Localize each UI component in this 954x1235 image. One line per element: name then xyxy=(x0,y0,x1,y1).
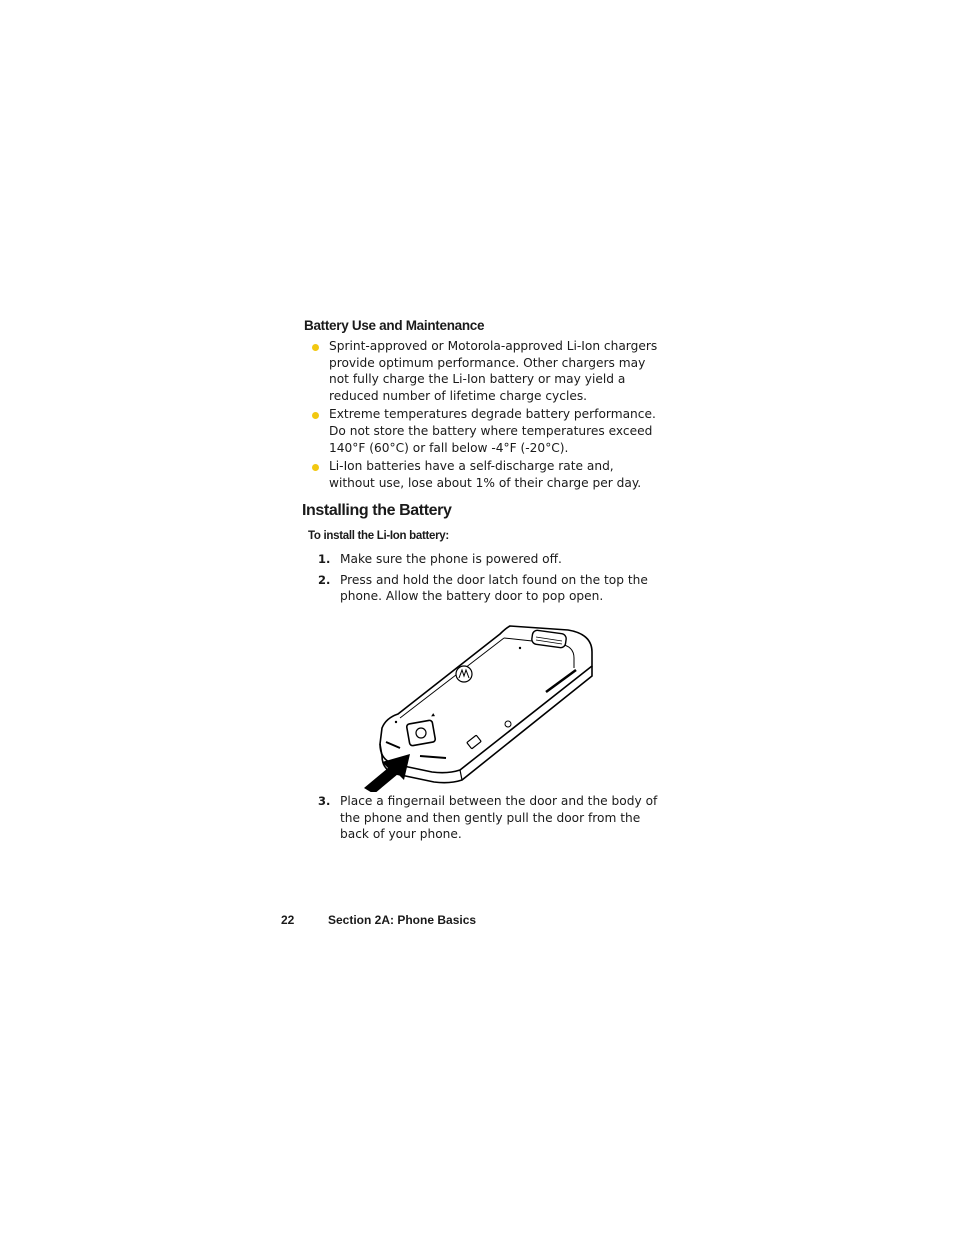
bullet-dot-icon xyxy=(312,464,319,471)
step-number: 2. xyxy=(318,572,331,587)
bullet-dot-icon xyxy=(312,344,319,351)
phone-back-figure xyxy=(360,622,600,792)
list-item xyxy=(312,406,662,456)
page-number: 22 xyxy=(281,913,295,927)
step-number: 3. xyxy=(318,794,331,808)
arrow-pointing-latch-icon xyxy=(360,742,420,792)
section-label: Section 2A: Phone Basics xyxy=(328,913,477,927)
list-item xyxy=(312,458,662,491)
bullet-dot-icon xyxy=(312,412,319,419)
steps-list xyxy=(316,551,666,609)
bullet-text: Sprint-approved or Motorola-approved Li-Ion chargers provide optimum performance. Other chargers may not fully charge the Li-Ion battery or may yield a reduced number of lifetime charge cycles. xyxy=(329,339,658,403)
section-title: Installing the Battery xyxy=(302,502,452,519)
list-item xyxy=(312,338,662,404)
bullet-text: Li-Ion batteries have a self-discharge rate and, without use, lose about 1% of their charge per day. xyxy=(329,459,642,490)
step-item xyxy=(316,551,666,568)
step-text: Make sure the phone is powered off. xyxy=(340,552,562,566)
battery-use-list xyxy=(312,338,662,493)
step-text: Press and hold the door latch found on the top the phone. Allow the battery door to pop open. xyxy=(340,572,648,604)
battery-use-heading: Battery Use and Maintenance xyxy=(304,318,485,333)
step-item xyxy=(316,793,666,843)
step-text: Place a fingernail between the door and the body of the phone and then gently pull the door from the back of your phone. xyxy=(340,794,658,842)
step-number: 1. xyxy=(318,552,331,566)
step-item xyxy=(316,572,666,605)
bullet-text: Extreme temperatures degrade battery performance. Do not store the battery where temperatures exceed 140°F (60°C) or fall below -4°F (-20°C). xyxy=(329,407,656,455)
steps-list-continued xyxy=(316,793,666,847)
procedure-intro: To install the Li-Ion battery: xyxy=(308,530,449,542)
svg-text:◂: ◂ xyxy=(429,711,437,720)
